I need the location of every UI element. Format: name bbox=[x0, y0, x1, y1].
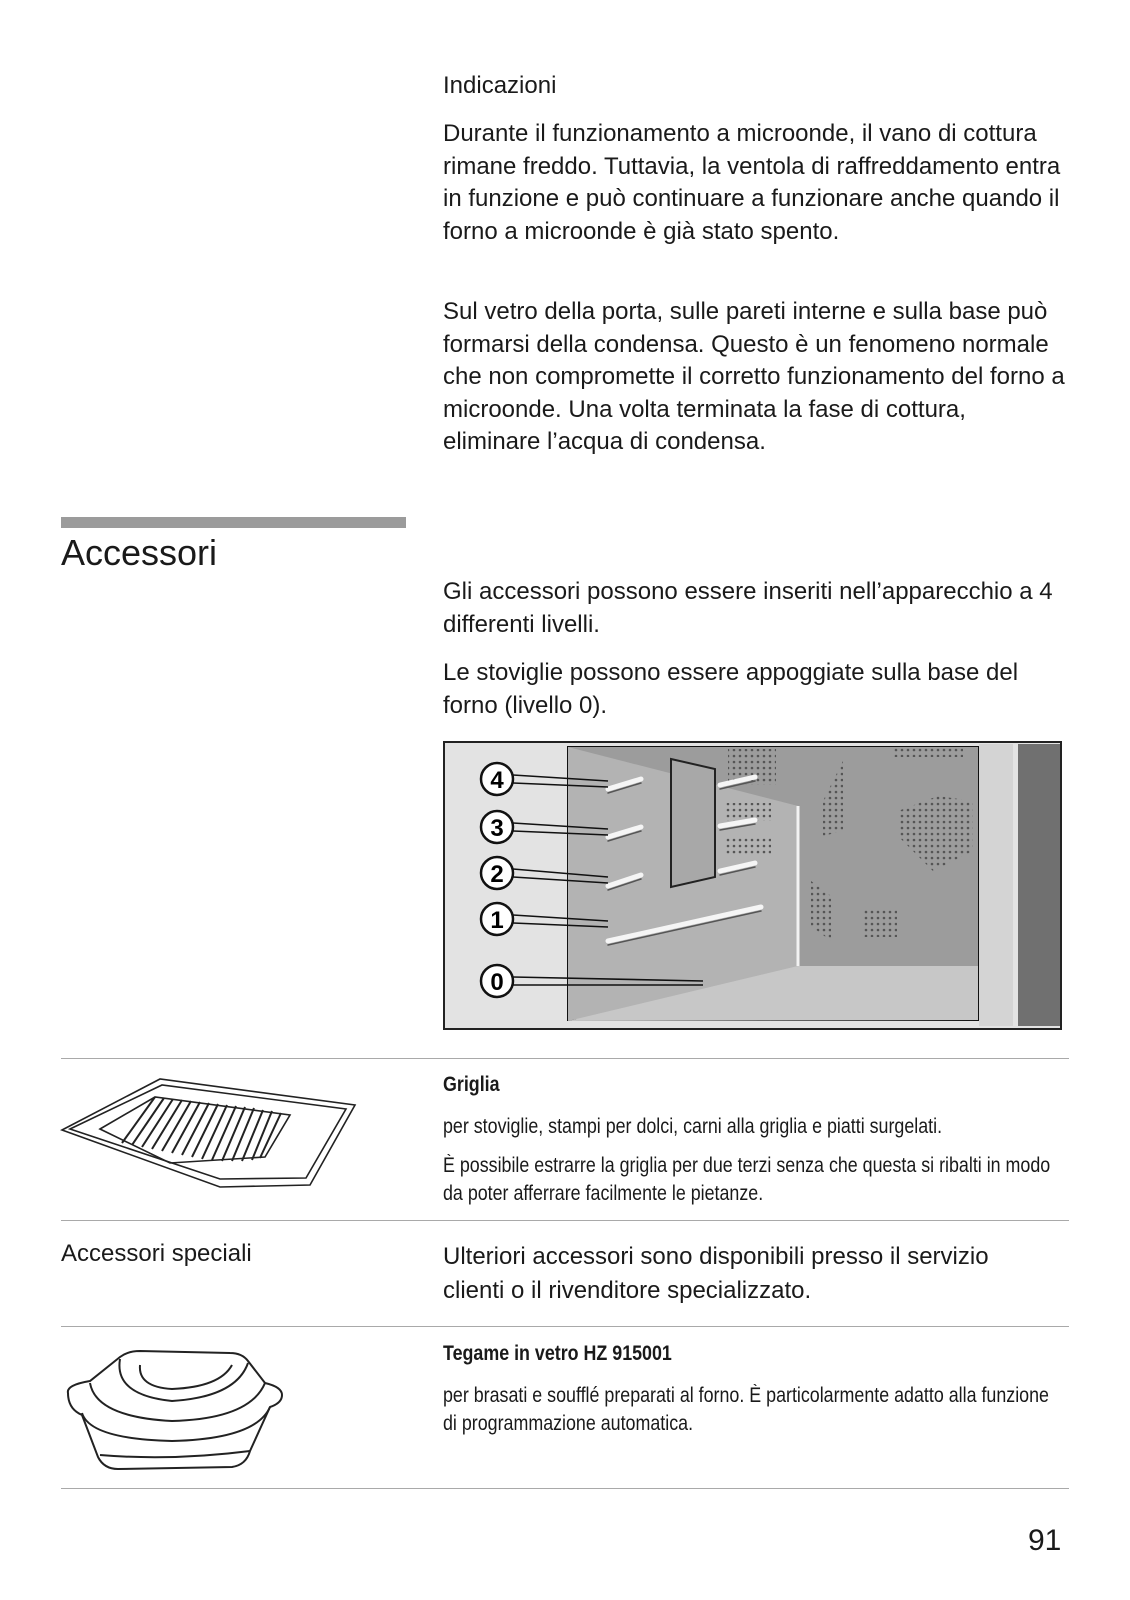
grid-rack-illustration bbox=[60, 1075, 360, 1195]
level-marker-3 bbox=[481, 811, 513, 843]
section-title-accessori: Accessori bbox=[61, 532, 218, 573]
tegame-text: per brasati e soufflé preparati al forno. È particolarmente adatto alla funzione di programmazione automatica. bbox=[443, 1384, 1049, 1435]
accessori-speciali-label: Accessori speciali bbox=[61, 1240, 252, 1267]
divider-line bbox=[61, 1488, 1069, 1489]
accessori-paragraph-2: Le stoviglie possono essere appoggiate sulla base del forno (livello 0). bbox=[443, 659, 1019, 719]
level-marker-1 bbox=[481, 903, 513, 935]
level-marker-0 bbox=[481, 965, 513, 997]
indicazioni-paragraph-2: Sul vetro della porta, sulle pareti interne e sulla base può formarsi della condensa. Questo è un fenomeno normale che non compromette il corretto funzionamento del forno a microonde. Una volta terminata la fase di cottura, eliminare l’acqua di condensa. bbox=[443, 298, 1065, 455]
section-divider-bar bbox=[61, 517, 406, 528]
accessori-paragraph-1: Gli accessori possono essere inseriti nell’apparecchio a 4 differenti livelli. bbox=[443, 578, 1053, 638]
svg-text:0: 0 bbox=[490, 969, 504, 996]
griglia-text-1: per stoviglie, stampi per dolci, carni alla griglia e piatti surgelati. bbox=[443, 1115, 943, 1138]
griglia-text-2: È possibile estrarre la griglia per due terzi senza che questa si ribalti in modo da poter afferrare facilmente le pietanze. bbox=[443, 1154, 1051, 1205]
level-marker-2 bbox=[481, 857, 513, 889]
level-marker-4 bbox=[481, 763, 513, 795]
page-number: 91 bbox=[1028, 1524, 1062, 1557]
svg-text:2: 2 bbox=[490, 861, 504, 888]
glass-dish-illustration bbox=[60, 1343, 290, 1478]
svg-text:3: 3 bbox=[490, 815, 504, 842]
svg-text:1: 1 bbox=[490, 907, 504, 934]
svg-text:4: 4 bbox=[490, 767, 504, 794]
griglia-title: Griglia bbox=[443, 1073, 500, 1096]
divider-line bbox=[61, 1220, 1069, 1221]
accessori-speciali-text: Ulteriori accessori sono disponibili presso il servizio clienti o il rivenditore specializzato. bbox=[443, 1243, 989, 1304]
indicazioni-heading: Indicazioni bbox=[443, 72, 557, 99]
divider-line bbox=[61, 1326, 1069, 1327]
divider-line bbox=[61, 1058, 1069, 1059]
indicazioni-paragraph-1: Durante il funzionamento a microonde, il vano di cottura rimane freddo. Tuttavia, la ventola di raffreddamento entra in funzione e può continuare a funzionare anche quando il forno a microonde è già stato spento. bbox=[443, 120, 1061, 245]
oven-levels-diagram bbox=[443, 741, 1063, 1031]
tegame-title: Tegame in vetro HZ 915001 bbox=[443, 1342, 672, 1365]
